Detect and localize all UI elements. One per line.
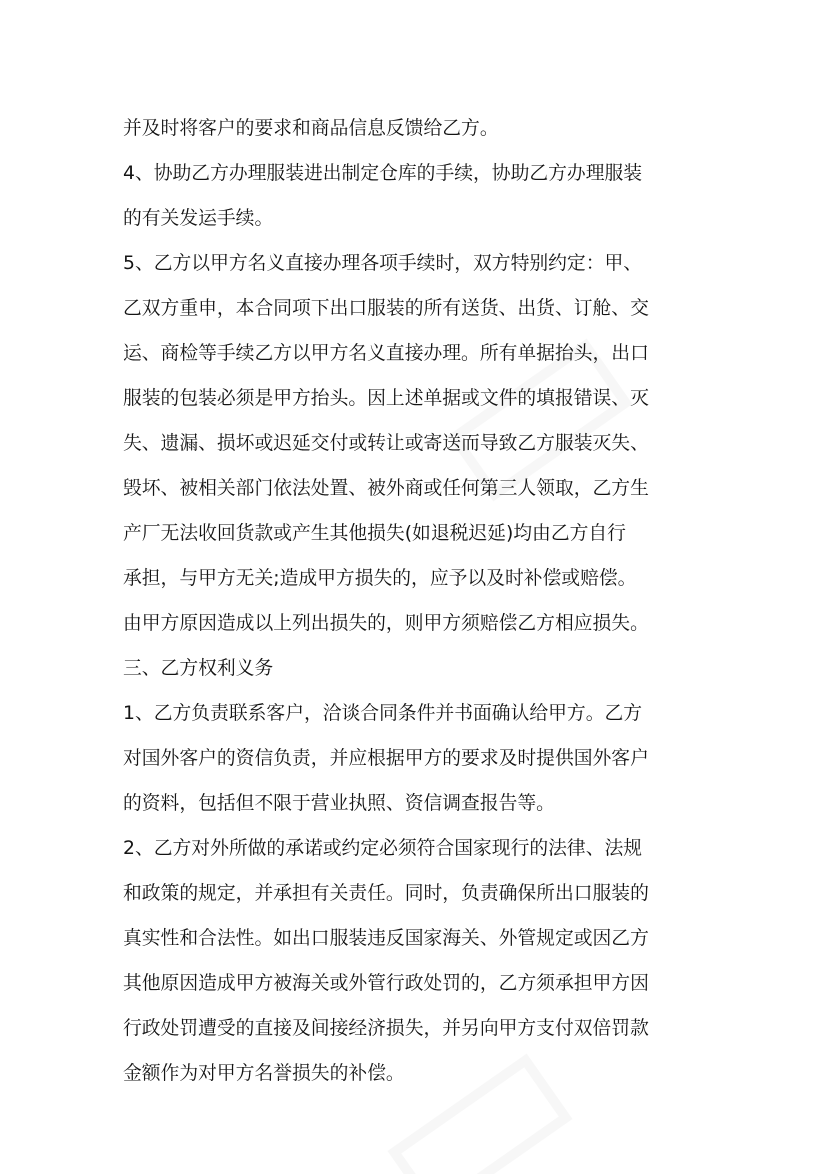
text-line: 乙双方重申，本合同项下出口服装的所有送货、出货、订舱、交 bbox=[123, 298, 649, 319]
document-body bbox=[123, 106, 708, 1096]
text-line: 运、商检等手续乙方以甲方名义直接办理。所有单据抬头，出口 bbox=[123, 343, 649, 364]
text-line: 真实性和合法性。如出口服装违反国家海关、外管规定或因乙方 bbox=[123, 928, 649, 949]
text-line: 的资料，包括但不限于营业执照、资信调查报告等。 bbox=[123, 793, 555, 814]
text-line: 由甲方原因造成以上列出损失的，则甲方须赔偿乙方相应损失。 bbox=[123, 613, 649, 634]
text-line: 毁坏、被相关部门依法处置、被外商或任何第三人领取，乙方生 bbox=[123, 478, 649, 499]
text-line: 产厂无法收回货款或产生其他损失(如退税迟延)均由乙方自行 bbox=[123, 523, 626, 544]
section-heading: 三、乙方权利义务 bbox=[123, 658, 274, 679]
text-line: 5、乙方以甲方名义直接办理各项手续时，双方特别约定：甲、 bbox=[123, 253, 643, 274]
text-line: 服装的包装必须是甲方抬头。因上述单据或文件的填报错误、灭 bbox=[123, 388, 649, 409]
text-line: 其他原因造成甲方被海关或外管行政处罚的，乙方须承担甲方因 bbox=[123, 973, 649, 994]
text-line: 4、协助乙方办理服装进出制定仓库的手续，协助乙方办理服装 bbox=[123, 163, 643, 184]
text-line: 失、遗漏、损坏或迟延交付或转让或寄送而导致乙方服装灭失、 bbox=[123, 433, 649, 454]
text-line: 金额作为对甲方名誉损失的补偿。 bbox=[123, 1063, 405, 1084]
text-line: 承担，与甲方无关;造成甲方损失的，应予以及时补偿或赔偿。 bbox=[123, 568, 637, 589]
text-line: 1、乙方负责联系客户，洽谈合同条件并书面确认给甲方。乙方 bbox=[123, 703, 643, 724]
text-line: 并及时将客户的要求和商品信息反馈给乙方。 bbox=[123, 118, 499, 139]
text-line: 行政处罚遭受的直接及间接经济损失，并另向甲方支付双倍罚款 bbox=[123, 1018, 649, 1039]
text-line: 对国外客户的资信负责，并应根据甲方的要求及时提供国外客户 bbox=[123, 748, 649, 769]
text-line: 2、乙方对外所做的承诺或约定必须符合国家现行的法律、法规 bbox=[123, 838, 643, 859]
text-line: 和政策的规定，并承担有关责任。同时，负责确保所出口服装的 bbox=[123, 883, 649, 904]
text-line: 的有关发运手续。 bbox=[123, 208, 274, 229]
